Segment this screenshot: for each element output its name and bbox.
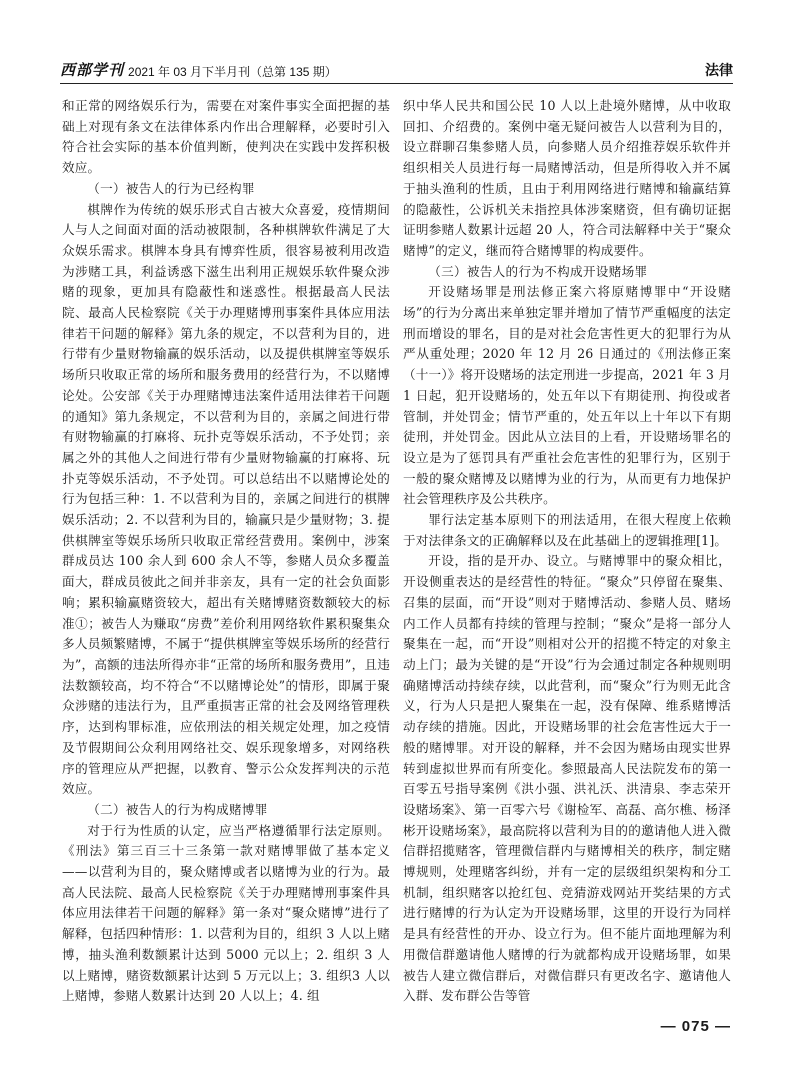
journal-logo: 西部学刊: [60, 61, 125, 79]
section-heading: （三）被告人的行为不构成开设赌场罪: [428, 263, 648, 279]
running-header: [60, 58, 733, 84]
section-heading: （一）被告人的行为已经构罪: [87, 180, 255, 196]
section-heading: （二）被告人的行为构成赌博罪: [87, 801, 268, 817]
paragraph: 和正常的网络娱乐行为，需要在对案件事实全面把握的基础上对现有条文在法律体系内作出合理解释，必要时引入符合社会实际的基本价值判断，使判决在实践中发挥积极效应。: [62, 98, 390, 176]
paragraph: 开设，指的是开办、设立。与赌博罪中的聚众相比，开设侧重表达的是经营性的特征。“聚众”只停留在聚集、召集的层面，而“开设”则对于赌博活动、参赌人员、赌场内工作人员都有持续的管理与控制；“聚众”是将一部分人聚集在一起，而“开设”则相对公开的招揽不特定的对象主动上门；最为关键的是“开设”行为会通过制定各种规则明确赌博活动持续存续，以此营利，而“聚众”行为则无此含义，行为人只是把人聚集在一起，没有保障、维系赌博活动存续的措施。因此，开设赌场罪的社会危害性远大于一般的赌博罪。对开设的解释，并不会因为赌场由现实世界转到虚拟世界而有所变化。参照最高人民法院发布的第一百零五号指导案例《洪小强、洪礼沃、洪清泉、李志荣开设赌场案》、第一百零六号《谢检军、高磊、高尔樵、杨泽彬开设赌场案》，最高院将以营利为目的的邀请他人进入微信群招揽赌客，管理微信群内与赌博相关的秩序，制定赌博规则，处理赌客纠纷，并有一定的层级组织架构和分工机制，组织赌客以抢红包、竞猜游戏网站开奖结果的方式进行赌博的行为认定为开设赌场罪，这里的开设行为同样是具有经营性的开办、设立行为。但不能片面地理解为利用微信群邀请他人赌博的行为就都构成开设赌场罪，如果被告人建立微信群后，对微信群只有更改名字、邀请他人入群、发布群公告等管: [403, 553, 731, 1004]
paragraph: 开设赌场罪是刑法修正案六将原赌博罪中“开设赌场”的行为分离出来单独定罪并增加了情节严重幅度的法定刑而增设的罪名，目的是对社会危害性更大的犯罪行为从严从重处理；2020 年 12 月 26 日通过的《刑法修正案（十一）》将开设赌场的法定刑进一步提高，2021 年 3 月 1 日起，犯开设赌场的，处五年以下有期徒刑、拘役或者管制，并处罚金；情节严重的，处五年以上十年以下有期徒刑，并处罚金。因此从立法目的上看，开设赌场罪名的设立是为了惩罚具有严重社会危害性的犯罪行为，区别于一般的聚众赌博及以赌博为业的行为，从而更有力地保护社会管理秩序及公共秩序。: [403, 284, 731, 507]
page-number: — 075 —: [660, 1018, 731, 1035]
issue-info: 2021 年 03 月下半月刊（总第 135 期）: [128, 65, 337, 79]
paragraph: 棋牌作为传统的娱乐形式自古被大众喜爱，疫情期间人与人之间面对面的活动被限制，各种棋牌软件满足了大众娱乐需求。棋牌本身具有博弈性质，很容易被利用改造为涉赌工具，利益诱惑下滋生出利用正规娱乐软件聚众涉赌的现象，更加具有隐蔽性和迷惑性。根据最高人民法院、最高人民检察院《关于办理赌博刑事案件具体应用法律若干问题的解释》第九条的规定，不以营利为目的，进行带有少量财物输赢的娱乐活动，以及提供棋牌室等娱乐场所只收取正常的场所和服务费用的经营行为，不以赌博论处。公安部《关于办理赌博违法案件适用法律若干问题的通知》第九条规定，不以营利为目的，亲属之间进行带有财物输赢的打麻将、玩扑克等娱乐活动，不予处罚；亲属之外的其他人之间进行带有少量财物输赢的打麻将、玩扑克等娱乐活动，不予处罚。可以总结出不以赌博论处的行为包括三种：1. 不以营利为目的，亲属之间进行的棋牌娱乐活动；2. 不以营利为目的，输赢只是少量财物；3. 提供棋牌室等娱乐场所只收取正常经营费用。案例中，涉案群成员达 100 余人到 600 余人不等，参赌人员众多覆盖面大，群成员彼此之间并非亲友，具有一定的社会负面影响；累积输赢赌资较大，超出有关赌博赌资数额较大的标准①；被告人为赚取“房费”差价利用网络软件累积聚集众多人员频繁赌博，不属于“提供棋牌室等娱乐场所的经营行为”，高额的违法所得亦非“正常的场所和服务费用”，且违法数额较高，均不符合“不以赌博论处”的情形，即属于聚众涉赌的违法行为，且严重损害正常的社会及网络管理秩序，达到构罪标准，应依刑法的相关规定处理，加之疫情及节假期间公众利用网络社交、娱乐现象增多，对网络秩序的管理应从严把握，以教育、警示公众发挥判决的示范效应。: [62, 201, 390, 797]
paragraph: 对于行为性质的认定，应当严格遵循罪行法定原则。《刑法》第三百三十三条第一款对赌博罪做了基本定义——以营利为目的，聚众赌博或者以赌博为业的行为。最高人民法院、最高人民检察院《关于办理赌博刑事案件具体应用法律若干问题的解释》第一条对“聚众赌博”进行了解释，包括四种情形：1. 以营利为目的，组织 3 人以上赌博，抽头渔利数额累计达到 5000 元以上；2. 组织 3 人以上赌博，赌资数额累计达到 5 万元以上；3. 组织3 人以上赌博，参赌人数累计达到 20 人以上；4. 组: [62, 822, 390, 1004]
right-column: [403, 96, 731, 1007]
paragraph: 罪行法定基本原则下的刑法适用，在很大程度上依赖于对法律条文的正确解释以及在此基础上的逻辑推理[1]。: [403, 512, 731, 548]
paragraph: 织中华人民共和国公民 10 人以上赴境外赌博，从中收取回扣、介绍费的。案例中毫无疑问被告人以营利为目的，设立群聊召集参赌人员，向参赌人员介绍推荐娱乐软件并组织相关人员进行每一局赌博活动，但是所得收入并不属于抽头渔利的性质，且由于利用网络进行赌博和输赢结算的隐蔽性，公诉机关未指控具体涉案赌资，但有确切证据证明参赌人数累计远超 20 人，符合司法解释中关于“聚众赌博”的定义，继而符合赌博罪的构成要件。: [403, 98, 731, 258]
left-column: [62, 96, 390, 1007]
section-title: 法律: [705, 62, 733, 78]
header-left: [60, 59, 337, 80]
